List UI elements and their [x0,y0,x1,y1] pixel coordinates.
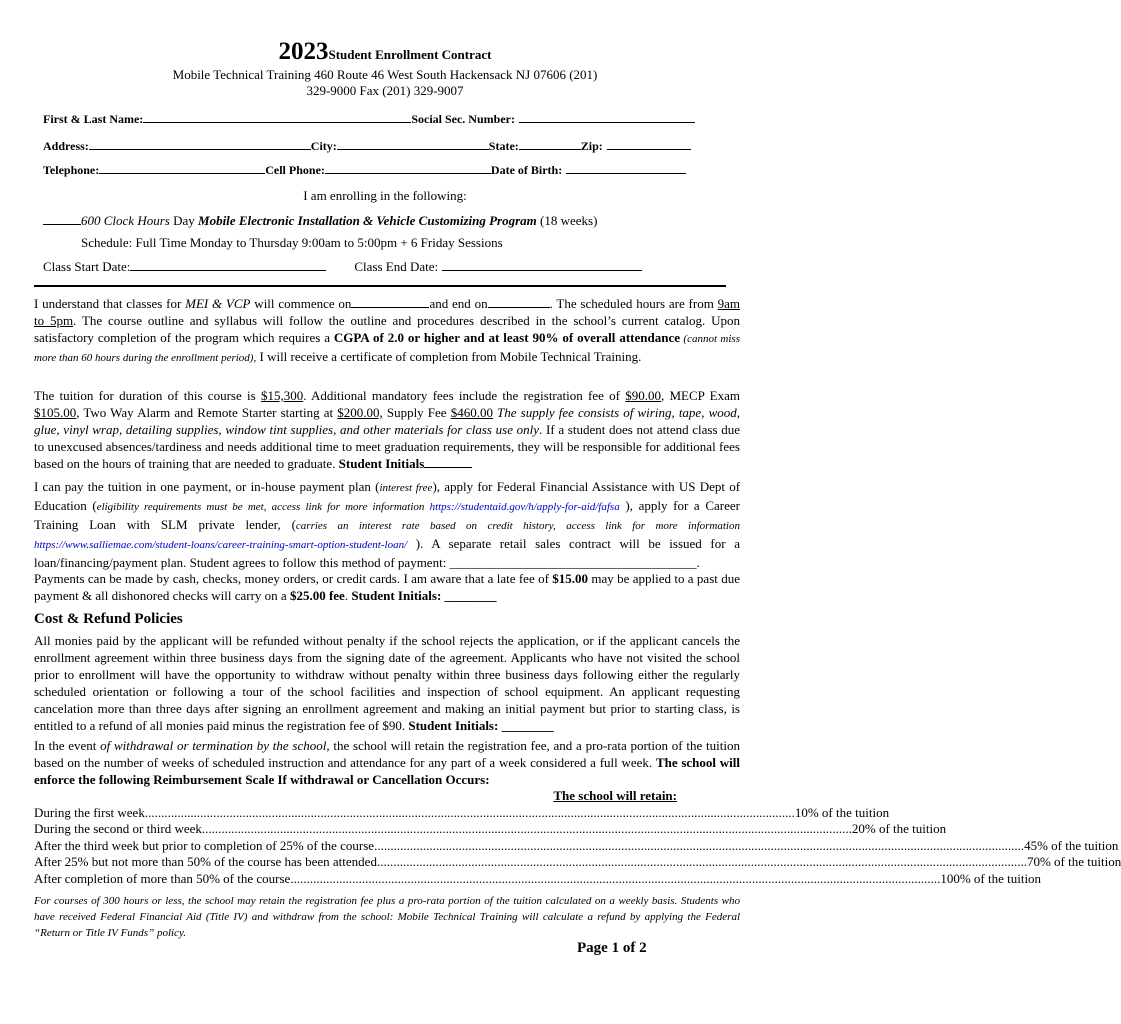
state-label: State: [488,139,519,153]
scale-percent: 20% of the tuition [851,821,947,836]
scale-leader-dots: ........................................................................................................................................................................................................ [376,854,1027,869]
p1-text-c: will commence on [250,296,352,311]
end-date-label: Class End Date: [354,259,439,274]
p1-text-g: . The course outline and syllabus will follow the outline and procedures described in the school’s current catalog. Upon satisfactory completion of the program which requires a [34,313,740,345]
refund-paragraph [34,632,740,734]
late-fee: $15.00 [552,571,588,586]
zip-field[interactable] [607,137,691,150]
p1-note: (cannot miss more than 60 hours during the enrollment period), [34,333,740,364]
salliemae-link[interactable]: https://www.salliemae.com/student-loans/career-training-smart-option-student-loan/ [34,539,408,551]
p1-text-d: and end on [429,296,488,311]
program-check-line[interactable] [43,212,81,225]
program-day: Day [173,213,195,228]
program-name: Mobile Electronic Installation & Vehicle Customizing Program [198,213,537,228]
scale-percent: 10% of the tuition [794,804,890,820]
p4-initials[interactable]: Student Initials: ________ [351,588,497,603]
fafsa-link[interactable]: https://studentaid.gov/h/apply-for-aid/fafsa [429,501,620,513]
retain-header: The school will retain: [553,788,677,803]
state-field[interactable] [519,137,581,150]
p2-text-b: . Additional mandatory fees include the registration fee of [303,388,626,403]
scale-row [34,870,1042,888]
tuition-paragraph [34,387,740,472]
program-hours: 600 Clock Hours [81,213,170,228]
dob-field[interactable] [566,161,686,174]
name-row [43,110,695,127]
p1-text-a: I understand that classes for [34,296,186,311]
p1-requirement: CGPA of 2.0 or higher and at least 90% of overall attendance [333,330,680,345]
p3-text-c: ), apply for Federal Financial Assistance with US Dept of Education ( [34,479,741,513]
page-number: Page 1 of 2 [577,940,647,956]
reimbursement-scale [34,788,1121,887]
scale-row [34,854,1121,871]
address-label: Address: [43,139,89,153]
dob-label: Date of Birth: [490,163,563,177]
scale-percent: 70% of the tuition [1026,854,1121,869]
scale-label: After 25% but not more than 50% of the course has been attended [34,854,377,869]
commencement-paragraph [34,295,740,367]
zip-label: Zip: [580,139,603,153]
scale-leader-dots: ........................................................................................................................................................................................................ [201,821,852,836]
cell-field[interactable] [325,161,491,174]
scale-label: After completion of more than 50% of the course [34,870,291,886]
p3-text-a: I can pay the tuition in one payment, or in-house payment plan ( [34,479,380,494]
scale-row [34,821,947,838]
address-field[interactable] [89,137,311,150]
program-line [43,212,597,229]
p3-text-g: ). A separate retail sales contract will be issued for a loan/financing/payment plan. Student agrees to follow this method of payment: ______________________________________. [34,536,740,570]
enroll-intro: I am enrolling in the following: [303,188,467,203]
end-date-field[interactable] [442,258,642,271]
p2-initials-label: Student Initials [338,456,425,471]
telephone-label: Telephone: [43,163,100,177]
p2-text-g: . If a student does not attend class due to unexcused absences/tardiness and needs additional time to meet graduation requirements, they will be responsible for additional fees based on the hours of training that are needed to graduate. [34,422,740,471]
p4-text-b: may be applied to a past due payment & all dishonored checks will carry on a [34,571,740,603]
p2-initials-field[interactable] [424,456,472,468]
title-iv-footnote: For courses of 300 hours or less, the school may retain the registration fee plus a pro-rata portion of the tuition calculated on a weekly basis. Students who have received Federal Financial Aid (Title IV) and withdraw from the school: Mobile Technical Training will calculate a refund by applying the Federal “Return or Title IV Funds” policy. [34,895,740,939]
end-date-inline-field[interactable] [488,296,550,308]
scale-label: During the first week [34,804,145,820]
mecp-fee: $105.00 [34,405,77,420]
address-line-1: Mobile Technical Training 460 Route 46 West South Hackensack NJ 07606 (201) [172,67,598,82]
p2-text-c: , MECP Exam [660,388,740,403]
ssn-field[interactable] [519,110,695,123]
dishonored-fee: $25.00 fee [289,588,345,603]
p2-text-a: The tuition for duration of this course is [34,388,261,403]
p2-text-d: , Two Way Alarm and Remote Starter starting at [76,405,338,420]
scale-leader-dots: ........................................................................................................................................................................................................ [144,804,795,820]
name-field[interactable] [143,110,411,123]
tuition-amount: $15,300 [260,388,304,403]
supply-fee-note: The supply fee consists of wiring, tape, wood, glue, vinyl wrap, detailing supplies, window tint supplies, and other materials for class use only [34,405,740,437]
scale-label: During the second or third week [34,821,202,836]
cell-label: Cell Phone: [265,163,325,177]
p3-text-e: ), apply for a Career Training Loan with SLM private lender, ( [34,498,740,532]
scale-percent: 100% of the tuition [940,870,1042,886]
p6-scale-heading: The school will enforce the following Reimbursement Scale If withdrawal or Cancellation Occurs: [34,755,740,787]
refund-text: All monies paid by the applicant will be refunded without penalty if the school rejects the application, or if the applicant cancels the enrollment agreement within three business days from the signing date of the agreement. Applicants who have not visited the school prior to enrollment will have the opportunity to withdraw without penalty within three business days following either the regularly scheduled orientation or following a tour of the school facilities and inspection of school equipment. An applicant requesting cancelation more than three days after signing an enrollment agreement and making an initial payment but prior to starting class, is entitled to a refund of all monies paid minus the registration fee of $90. [34,633,740,733]
p3-slm-note: carries an interest rate based on credit history, access link for more information [295,520,740,532]
p6-text-c: the school will retain the registration fee, and a pro-rata portion of the tuition based on the number of weeks of scheduled instruction and attendance for any part of a week considered a full week. [34,738,740,770]
telephone-field[interactable] [99,161,265,174]
city-field[interactable] [337,137,489,150]
start-date-field[interactable] [130,258,326,271]
city-label: City: [310,139,337,153]
scale-percent: 45% of the tuition [1024,837,1119,853]
p4-text-c: . [344,588,352,603]
supply-fee: $460.00 [450,405,493,420]
refund-heading: Cost & Refund Policies [34,611,183,627]
scale-leader-dots: ........................................................................................................................................................................................................ [290,870,941,886]
scale-leader-dots: ........................................................................................................................................................................................................ [374,837,1025,853]
scale-row [34,837,1119,855]
p1-text-j: I will receive a certificate of completion from Mobile Technical Training. [256,349,642,364]
school-address [140,67,630,99]
schedule-line: Schedule: Full Time Monday to Thursday 9:00am to 5:00pm + 6 Friday Sessions [81,235,503,250]
address-row [43,137,691,154]
p6-withdrawal: of withdrawal or termination by the school, [100,738,330,753]
p4-text-a: Payments can be made by cash, checks, money orders, or credit cards. I am aware that a late fee of [34,571,553,586]
p3-interest-free: interest free [379,482,433,494]
registration-fee: $90.00 [625,388,661,403]
late-fee-paragraph [34,570,740,604]
scale-row [34,804,890,822]
alarm-fee: $200.00, [337,405,383,420]
start-date-label: Class Start Date: [43,259,131,274]
contract-year: 2023 [278,38,329,65]
payment-options-paragraph [34,478,740,571]
address-line-2: 329-9000 Fax (201) 329-9007 [306,83,464,98]
p2-text-e: Supply Fee [382,405,451,420]
name-label: First & Last Name: [43,112,144,126]
commence-date-field[interactable] [351,296,429,308]
scale-label: After the third week but prior to completion of 25% of the course [34,837,375,853]
contract-title: Student Enrollment Contract [328,47,492,62]
p6-text-a: In the event [34,738,101,753]
refund-initials[interactable]: Student Initials: ________ [408,718,554,733]
p1-hours: 9am to 5pm [34,296,741,328]
phone-row [43,161,686,178]
p3-eligibility-note: eligibility requirements must be met, access link for more information [96,501,430,513]
document-title [0,38,770,66]
withdrawal-paragraph [34,737,740,788]
p1-program-abbr: MEI & VCP [185,296,251,311]
section-divider [34,285,726,287]
ssn-label: Social Sec. Number: [411,112,515,126]
p1-text-e: . The scheduled hours are from [549,296,718,311]
program-weeks: (18 weeks) [540,213,598,228]
class-dates-row [43,258,642,275]
